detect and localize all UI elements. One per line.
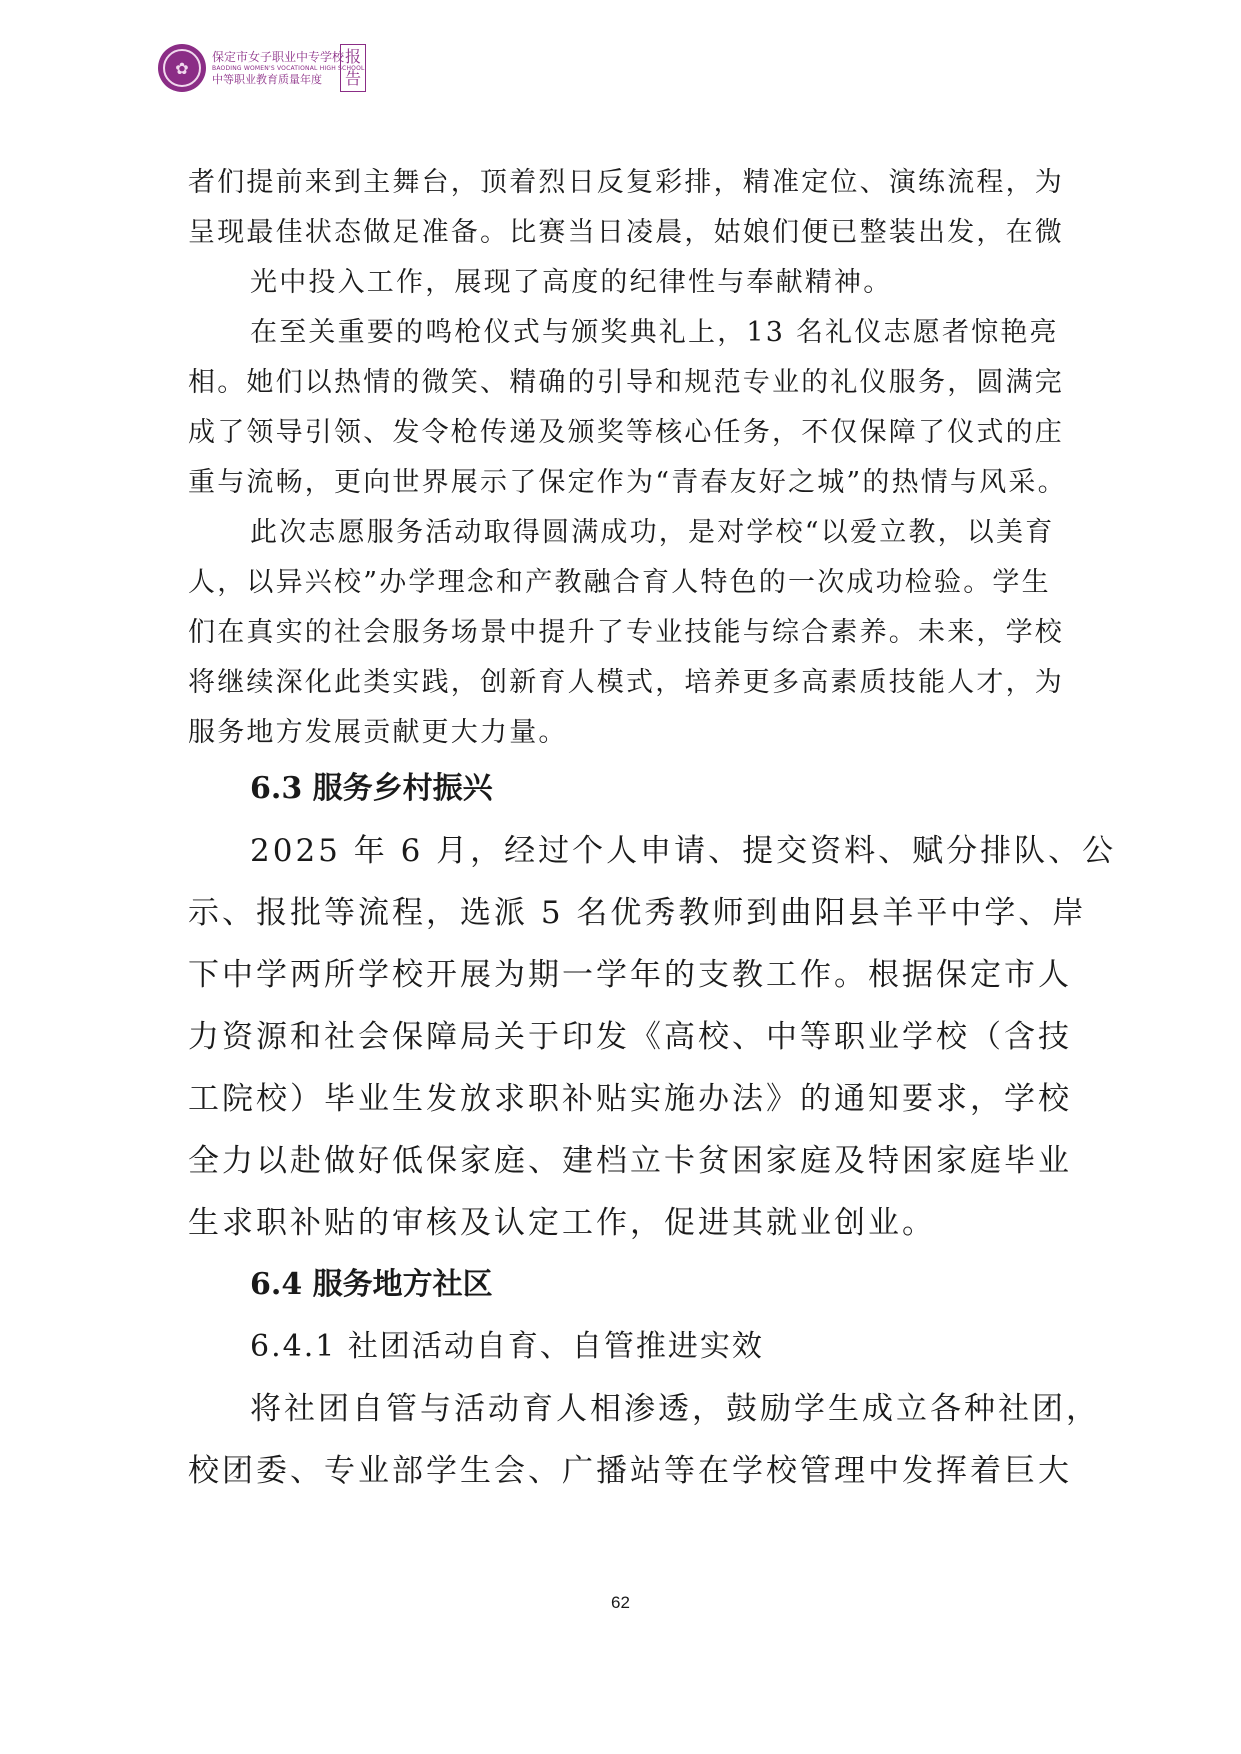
section-heading-6-3: 6.3 服务乡村振兴 xyxy=(250,771,493,806)
text-line: 校团委、专业部学生会、广播站等在学校管理中发挥着巨大 xyxy=(188,1453,1072,1489)
page-body xyxy=(188,158,1117,1502)
text-line: 生求职补贴的审核及认定工作，促进其就业创业。 xyxy=(188,1205,936,1241)
text-line: 成了领导引领、发令枪传递及颁奖等核心任务，不仅保障了仪式的庄 xyxy=(188,417,1064,448)
report-tag: 报 告 xyxy=(340,44,366,92)
text-line: 在至关重要的鸣枪仪式与颁奖典礼上，13 名礼仪志愿者惊艳亮 xyxy=(250,317,1059,348)
page-header xyxy=(158,42,372,94)
text-line: 2025 年 6 月，经过个人申请、提交资料、赋分排队、公 xyxy=(250,833,1117,869)
text-line: 力资源和社会保障局关于印发《高校、中等职业学校（含技 xyxy=(188,1019,1072,1055)
text-line: 将继续深化此类实践，创新育人模式，培养更多高素质技能人才，为 xyxy=(188,667,1064,698)
text-line: 者们提前来到主舞台，顶着烈日反复彩排，精准定位、演练流程，为 xyxy=(188,167,1064,198)
text-line: 们在真实的社会服务场景中提升了专业技能与综合素养。未来，学校 xyxy=(188,617,1064,648)
text-line: 工院校）毕业生发放求职补贴实施办法》的通知要求，学校 xyxy=(188,1081,1072,1117)
text-line: 服务地方发展贡献更大力量。 xyxy=(188,717,568,748)
page-number: 62 xyxy=(611,1593,630,1612)
text-line: 相。她们以热情的微笑、精确的引导和规范专业的礼仪服务，圆满完 xyxy=(188,367,1064,398)
school-name-en: BAODING WOMEN'S VOCATIONAL HIGH SCHOOL xyxy=(212,64,365,72)
text-line: 此次志愿服务活动取得圆满成功，是对学校“以爱立教，以美育 xyxy=(250,517,1055,548)
text-line: 全力以赴做好低保家庭、建档立卡贫困家庭及特困家庭毕业 xyxy=(188,1143,1072,1179)
text-line: 示、报批等流程，选派 5 名优秀教师到曲阳县羊平中学、岸 xyxy=(188,895,1087,931)
text-line: 光中投入工作，展现了高度的纪律性与奉献精神。 xyxy=(250,267,893,298)
text-line: 重与流畅，更向世界展示了保定作为“青春友好之城”的热情与风采。 xyxy=(188,467,1067,498)
text-line: 下中学两所学校开展为期一学年的支教工作。根据保定市人 xyxy=(188,957,1072,993)
text-line: 呈现最佳状态做足准备。比赛当日凌晨，姑娘们便已整装出发，在微 xyxy=(188,217,1064,248)
text-line: 人，以异兴校”办学理念和产教融合育人特色的一次成功检验。学生 xyxy=(188,567,1051,598)
school-name: 保定市女子职业中专学校 xyxy=(212,49,345,64)
school-emblem-icon: ✿ xyxy=(158,44,206,92)
text-line: 将社团自管与活动育人相渗透，鼓励学生成立各种社团， xyxy=(250,1391,1100,1427)
subsection-heading-6-4-1: 6.4.1 社团活动自育、自管推进实效 xyxy=(250,1329,764,1364)
report-title: 中等职业教育质量年度 xyxy=(212,72,322,86)
section-heading-6-4: 6.4 服务地方社区 xyxy=(250,1267,493,1302)
